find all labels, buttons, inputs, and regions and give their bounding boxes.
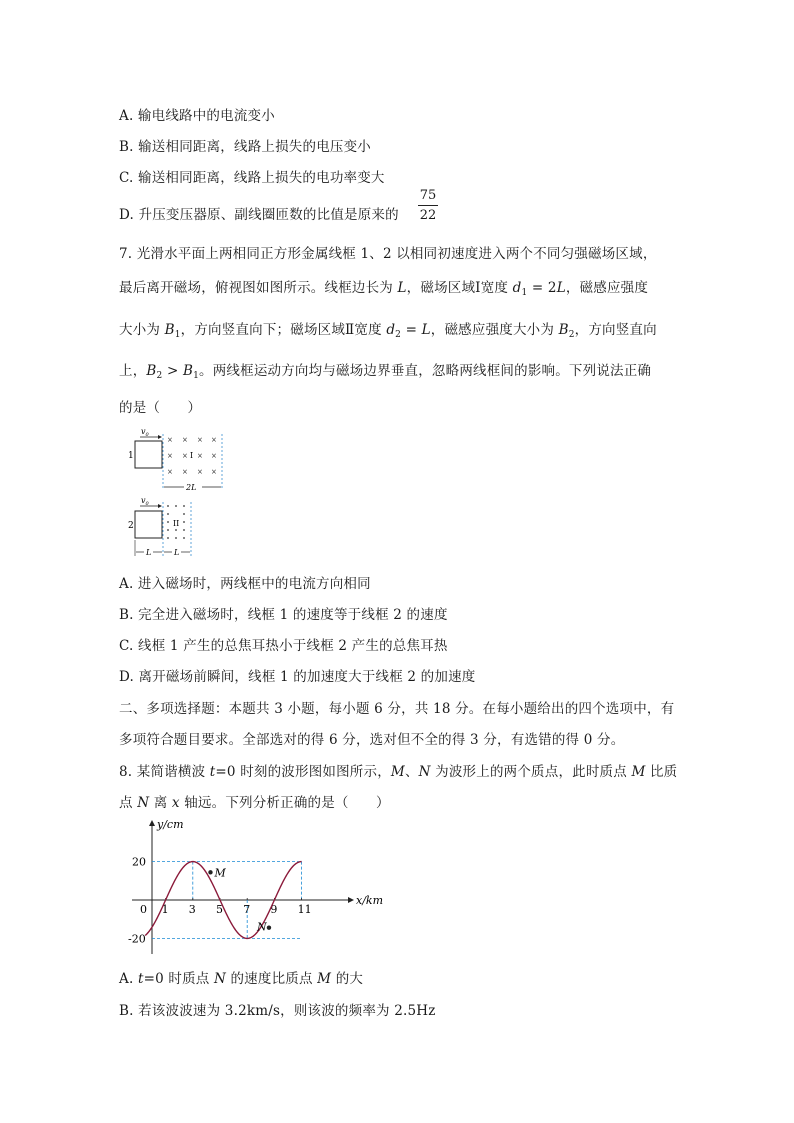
x-axis-arrowhead [348, 897, 354, 903]
q8-stem-line1: 8. 某简谐横波 t=0 时刻的波形图如图所示，M、N 为波形上的两个质点，此时质点 M 比质 [119, 764, 678, 780]
velocity-arrowhead-1 [158, 435, 162, 439]
q7-stem-line2: 最后离开磁场，俯视图如图所示。线框边长为 L，磁场区域Ⅰ宽度 $d_1 = 2L$，磁感应强度 [119, 280, 649, 298]
q8-option-a: A. t=0 时质点 N 的速度比质点 M 的大 [119, 971, 364, 987]
svg-text:×: × [167, 468, 173, 476]
svg-text:×: × [182, 436, 188, 444]
q8-stem-line2: 点 N 离 x 轴远。下列分析正确的是（ ） [119, 795, 390, 811]
frame-1-label: 1 [128, 451, 134, 461]
q7-stem-line5: 的是（ ） [119, 400, 202, 416]
q6-option-c: C. 输送相同距离，线路上损失的电功率变大 [119, 170, 385, 186]
svg-text:×: × [211, 436, 217, 444]
x-tick-label: 5 [216, 903, 223, 916]
svg-text:×: × [167, 436, 173, 444]
q8-wave-chart [110, 812, 400, 960]
point-n-label: N [256, 920, 267, 934]
svg-text:×: × [182, 468, 188, 476]
fraction-numerator: 75 [419, 188, 437, 203]
svg-text:×: × [167, 452, 173, 460]
q7-option-d: D. 离开磁场前瞬间，线框 1 的加速度大于线框 2 的加速度 [119, 669, 476, 685]
q8-option-b: B. 若该波波速为 3.2km/s，则该波的频率为 2.5Hz [119, 1003, 436, 1019]
q7-stem-line4: 上，$B_2 > B_1$。两线框运动方向均与磁场边界垂直，忽略两线框间的影响。下列说法正确 [119, 363, 652, 381]
region-1-label: I [190, 451, 194, 460]
q7-option-a: A. 进入磁场时，两线框中的电流方向相同 [119, 576, 371, 592]
svg-text:×: × [211, 468, 217, 476]
q7-magnetic-field-figure [118, 424, 230, 559]
q7-stem-line3: 大小为 $B_1$，方向竖直向下；磁场区域Ⅱ宽度 $d_2 = L$，磁感应强度大小为 $B_2$，方向竖直向 [119, 322, 657, 340]
x-tick-label: 7 [243, 903, 251, 916]
section2-heading-line2: 多项符合题目要求。全部选对的得 6 分，选对但不全的得 3 分，有选错的得 0 分。 [119, 732, 625, 748]
x-tick-label: 3 [188, 903, 196, 916]
x-axis-label: x/km [356, 894, 384, 907]
point-m-label: M [214, 866, 226, 880]
svg-text:×: × [182, 452, 188, 460]
svg-text:×: × [211, 452, 217, 460]
q6-option-b: B. 输送相同距离，线路上损失的电压变小 [119, 139, 372, 155]
fraction-denominator: 22 [419, 208, 437, 223]
v0-label-2: $v_0$ [141, 496, 149, 507]
q6-option-a: A. 输电线路中的电流变小 [119, 108, 275, 124]
region-1-width-label: 2L [186, 483, 197, 492]
region-2-width-label: L [174, 548, 180, 557]
fraction-bar [418, 205, 438, 206]
q6-option-d-fraction [418, 188, 438, 223]
q7-stem-line1: 7. 光滑水平面上两相同正方形金属线框 1、2 以相同初速度进入两个不同匀强磁场区域， [119, 246, 657, 262]
section2-heading-line1: 二、多项选择题：本题共 3 小题，每小题 6 分，共 18 分。在每小题给出的四个选项中，有 [119, 701, 675, 717]
point-n-marker [267, 925, 271, 929]
y-axis-arrowhead [149, 820, 155, 826]
q7-option-c: C. 线框 1 产生的总焦耳热小于线框 2 产生的总焦耳热 [119, 638, 448, 654]
frame-2-width-label: L [146, 548, 152, 557]
x-tick-label: 1 [161, 903, 169, 916]
frame-2-label: 2 [128, 521, 134, 531]
frame-2-square [135, 511, 162, 538]
v0-label-1: $v_0$ [141, 427, 149, 438]
x-tick-label: 9 [270, 903, 278, 916]
velocity-arrowhead-2 [158, 504, 162, 508]
region-2-label: II [173, 519, 180, 528]
y-tick-label: 20 [132, 855, 146, 869]
svg-text:×: × [197, 452, 203, 460]
point-m-marker [208, 870, 212, 874]
y-tick-label: -20 [128, 932, 146, 946]
svg-text:×: × [197, 436, 203, 444]
x-tick-label: 11 [297, 903, 312, 916]
q6-option-d: D. 升压变压器原、副线圈匝数的比值是原来的 [119, 207, 399, 223]
y-axis-label: y/cm [157, 818, 184, 831]
origin-label: 0 [140, 903, 147, 916]
q7-option-b: B. 完全进入磁场时，线框 1 的速度等于线框 2 的速度 [119, 607, 448, 623]
svg-text:×: × [197, 468, 203, 476]
frame-1-square [135, 441, 162, 468]
